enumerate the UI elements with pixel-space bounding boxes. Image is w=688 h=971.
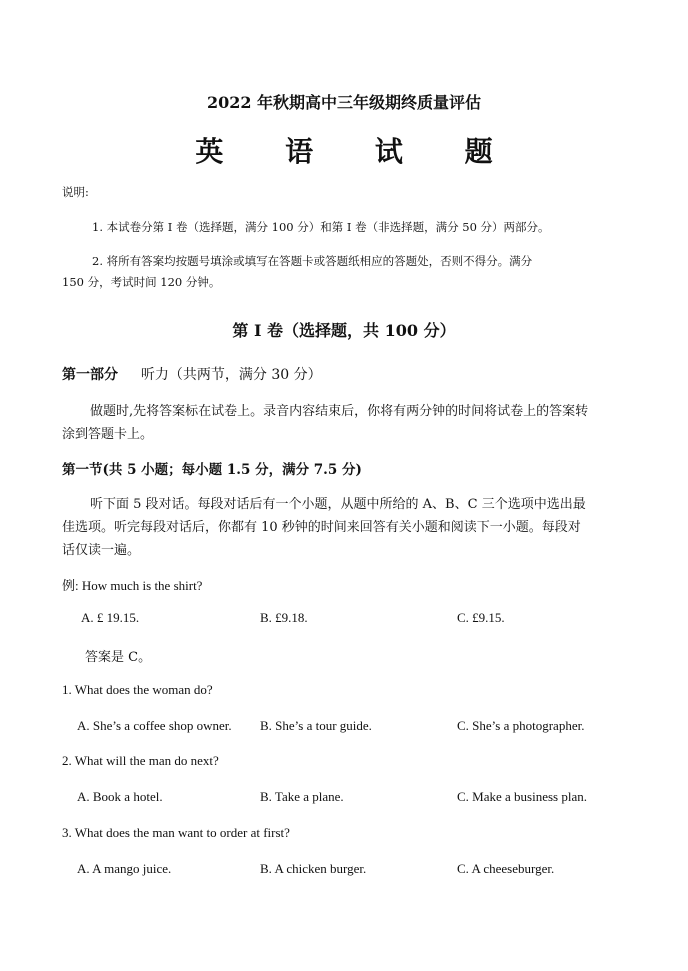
section-1-heading: 第一节(共 5 小题；每小题 1.5 分，满分 7.5 分) [62, 462, 362, 478]
question-2-text: 2. What will the man do next? [62, 753, 219, 768]
section-1-instruction-line-1: 听下面 5 段对话。每段对话后有一个小题，从题中所给的 A、B、C 三个选项中选出最 [90, 497, 586, 512]
exam-title: 2022 年秋期高中三年级期终质量评估 [206, 93, 482, 112]
subject-title: 英 语 试 题 [195, 135, 519, 168]
example-option-a: A. £ 19.15. [81, 610, 140, 625]
section-1-instruction-line-3: 话仅读一遍。 [62, 543, 141, 558]
part-1-instruction-line-2: 涂到答题卡上。 [62, 427, 154, 442]
question-3-option-c: C. A cheeseburger. [457, 861, 555, 876]
question-2-option-c: C. Make a business plan. [457, 789, 587, 804]
question-1-option-b: B. She’s a tour guide. [260, 718, 372, 733]
question-1-option-a: A. She’s a coffee shop owner. [77, 718, 232, 733]
example-option-b: B. £9.18. [260, 610, 308, 625]
part-1-instruction-line-1: 做题时,先将答案标在试卷上。录音内容结束后，你将有两分钟的时间将试卷上的答案转 [90, 404, 589, 419]
question-1-text: 1. What does the woman do? [62, 682, 213, 697]
question-2-option-b: B. Take a plane. [260, 789, 344, 804]
question-3-text: 3. What does the man want to order at first? [62, 825, 290, 840]
section-1-instruction-line-2: 佳选项。听完每段对话后，你都有 10 秒钟的时间来回答有关小题和阅读下一小题。每段对 [62, 520, 581, 535]
question-2-option-a: A. Book a hotel. [77, 789, 163, 804]
notes-item-2-line-2: 150 分，考试时间 120 分钟。 [62, 275, 221, 289]
example-answer: 答案是 C。 [85, 650, 152, 665]
part-1-heading-rest: 听力（共两节，满分 30 分） [140, 367, 322, 383]
question-1-option-c: C. She’s a photographer. [457, 718, 585, 733]
part-1-heading [62, 364, 322, 384]
notes-item-1: 1. 本试卷分第 I 卷（选择题，满分 100 分）和第 I 卷（非选择题，满分 50 分）两部分。 [92, 220, 550, 234]
notes-label: 说明: [62, 185, 89, 199]
notes-item-2-line-1: 2. 将所有答案均按题号填涂或填写在答题卡或答题纸相应的答题处，否则不得分。满分 [92, 254, 533, 268]
part-1-heading-main: 第一部分 [62, 367, 118, 383]
example-question: 例: How much is the shirt? [62, 578, 203, 593]
volume-1-heading: 第 I 卷（选择题，共 100 分） [232, 321, 456, 340]
question-3-option-b: B. A chicken burger. [260, 861, 367, 876]
example-option-c: C. £9.15. [457, 610, 505, 625]
question-3-option-a: A. A mango juice. [77, 861, 172, 876]
